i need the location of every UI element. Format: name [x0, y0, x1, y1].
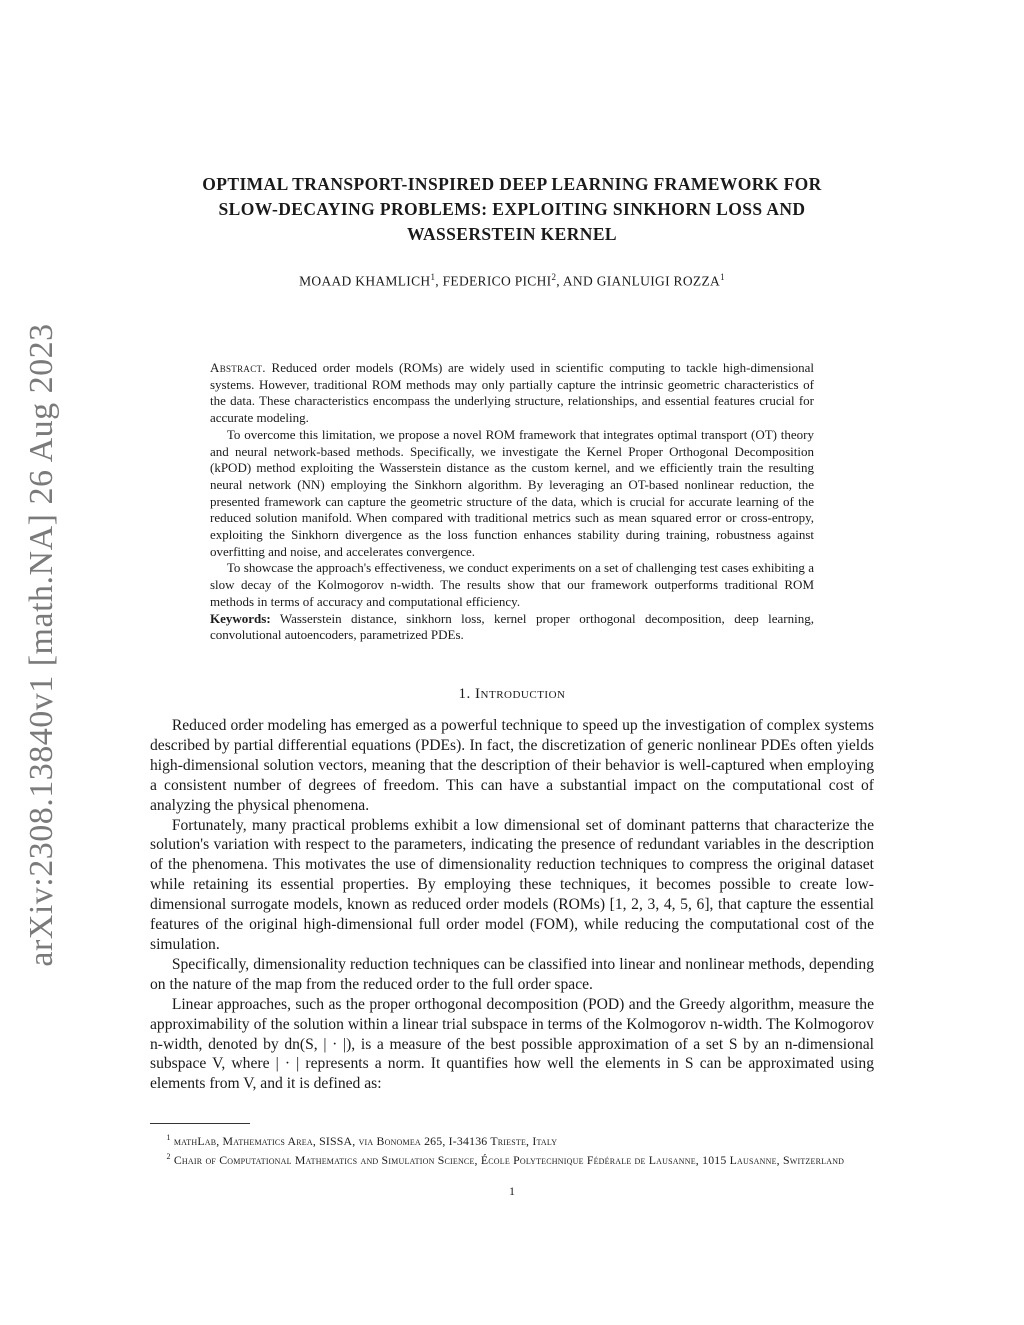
arxiv-identifier: arXiv:2308.13840v1 [math.NA] 26 Aug 2023	[23, 323, 60, 967]
title-line: OPTIMAL TRANSPORT-INSPIRED DEEP LEARNING FRAMEWORK FOR	[202, 174, 822, 194]
section-heading: 1. Introduction	[458, 686, 566, 702]
footnote	[150, 1149, 874, 1168]
author-name: MOAAD KHAMLICH	[299, 273, 431, 289]
abstract-text: Reduced order models (ROMs) are widely used in scientific computing to tackle high-dimensional systems. However, traditional ROM methods may only partially capture the intrinsic geometric characteristics of the data. These characteristics encompass the underlying structure, relationships, and essential features crucial for accurate modeling.	[210, 360, 814, 426]
body-text	[150, 716, 874, 1094]
keywords-text: Wasserstein distance, sinkhorn loss, kernel proper orthogonal decomposition, deep learning, convolutional autoencoders, parametrized PDEs.	[210, 610, 814, 643]
title-line: SLOW-DECAYING PROBLEMS: EXPLOITING SINKHORN LOSS AND	[218, 199, 806, 219]
affiliation-marker: 1	[720, 272, 725, 282]
footnote-text: Chair of Computational Mathematics and Simulation Science, École Polytechnique Fédérale de Lausanne, 1015 Lausanne, Switzerland	[170, 1153, 845, 1168]
keywords-label: Keywords:	[210, 610, 271, 626]
footnotes	[150, 1130, 874, 1169]
arxiv-sidebar	[14, 320, 70, 970]
footnote-marker: 1	[166, 1133, 171, 1142]
body-paragraph: Linear approaches, such as the proper orthogonal decomposition (POD) and the Greedy algorithm, measure the approximability of the solution within a linear trial subspace in terms of the Kolmogorov n-width. The Kolmogorov n-width, denoted by dn(S, | · |), is a measure of the best possible approximation of a set S by an n-dimensional subspace V, where | · | represents a norm. It quantifies how well the elements in S can be approximated using elements from V, and it is defined as:	[150, 995, 874, 1093]
abstract-paragraph: To showcase the approach's effectiveness, we conduct experiments on a set of challenging test cases exhibiting a slow decay of the Kolmogorov n-width. The results show that our framework outperforms traditional ROM methods in terms of accuracy and computational efficiency.	[210, 560, 814, 609]
body-paragraph: Reduced order modeling has emerged as a powerful technique to speed up the investigation of complex systems described by partial differential equations (PDEs). In fact, the discretization of generic nonlinear PDEs often yields high-dimensional solution vectors, meaning that the description of their behavior is well-captured when employing a consistent number of degrees of freedom. This can have a substantial impact on the computational cost of analyzing the physical phenomena.	[150, 717, 874, 814]
body-paragraph: Specifically, dimensionality reduction techniques can be classified into linear and nonlinear methods, depending on the nature of the map from the reduced order to the full order space.	[150, 955, 874, 993]
page-number: 1	[509, 1184, 515, 1198]
paper-title	[150, 172, 874, 247]
footnote-divider	[150, 1123, 250, 1124]
citation-links[interactable]: [1, 2, 3, 4, 5, 6]	[609, 896, 710, 914]
abstract-label: Abstract.	[210, 360, 266, 375]
keywords	[210, 611, 814, 644]
affiliation-marker: 2	[551, 272, 557, 282]
abstract-paragraph: To overcome this limitation, we propose a novel ROM framework that integrates optimal transport (OT) theory and neural network-based methods. Specifically, we investigate the Kernel Proper Orthogonal Decomposition (kPOD) method exploiting the Wasserstein distance as the custom kernel, and we efficiently train the resulting neural network (NN) employing the Sinkhorn algorithm. By leveraging an OT-based nonlinear reduction, the presented framework can capture the geometric structure of the data, which is crucial for accurate learning of the reduced solution manifold. When compared with traditional metrics such as mean squared error or cross-entropy, exploiting the Sinkhorn divergence as the loss function enhances stability during training, robustness against overfitting and noise, and accelerates convergence.	[210, 426, 814, 559]
abstract-paragraph	[210, 360, 814, 427]
author-name: AND GIANLUIGI ROZZA	[562, 273, 721, 289]
footnote	[150, 1130, 874, 1149]
author-separator: ,	[556, 273, 563, 289]
abstract	[210, 360, 814, 644]
body-text-span: Fortunately, many practical problems exhibit a low dimensional set of dominant patterns that characterize the solution's variation with respect to the parameters, indicating the presence of redundant variables in the description of the phenomena. This motivates the use of dimensionality reduction techniques to compress the original dataset while retaining its essential properties. By employing these techniques, it becomes possible to create low-dimensional surrogate models, known as reduced order models (ROMs)	[150, 816, 874, 914]
title-line: WASSERSTEIN KERNEL	[407, 224, 617, 244]
body-text-span: , that capture the essential features of the original high-dimensional full order model (FOM), while reducing the computational cost of the simulation.	[150, 896, 874, 953]
author-name: FEDERICO PICHI	[442, 273, 552, 289]
author-list	[150, 272, 874, 290]
body-paragraph	[150, 816, 874, 955]
affiliation-marker: 1	[430, 272, 436, 282]
footnote-text: mathLab, Mathematics Area, SISSA, via Bonomea 265, I-34136 Trieste, Italy	[170, 1133, 558, 1148]
footnote-marker: 2	[166, 1152, 171, 1162]
author-separator: ,	[435, 273, 443, 289]
